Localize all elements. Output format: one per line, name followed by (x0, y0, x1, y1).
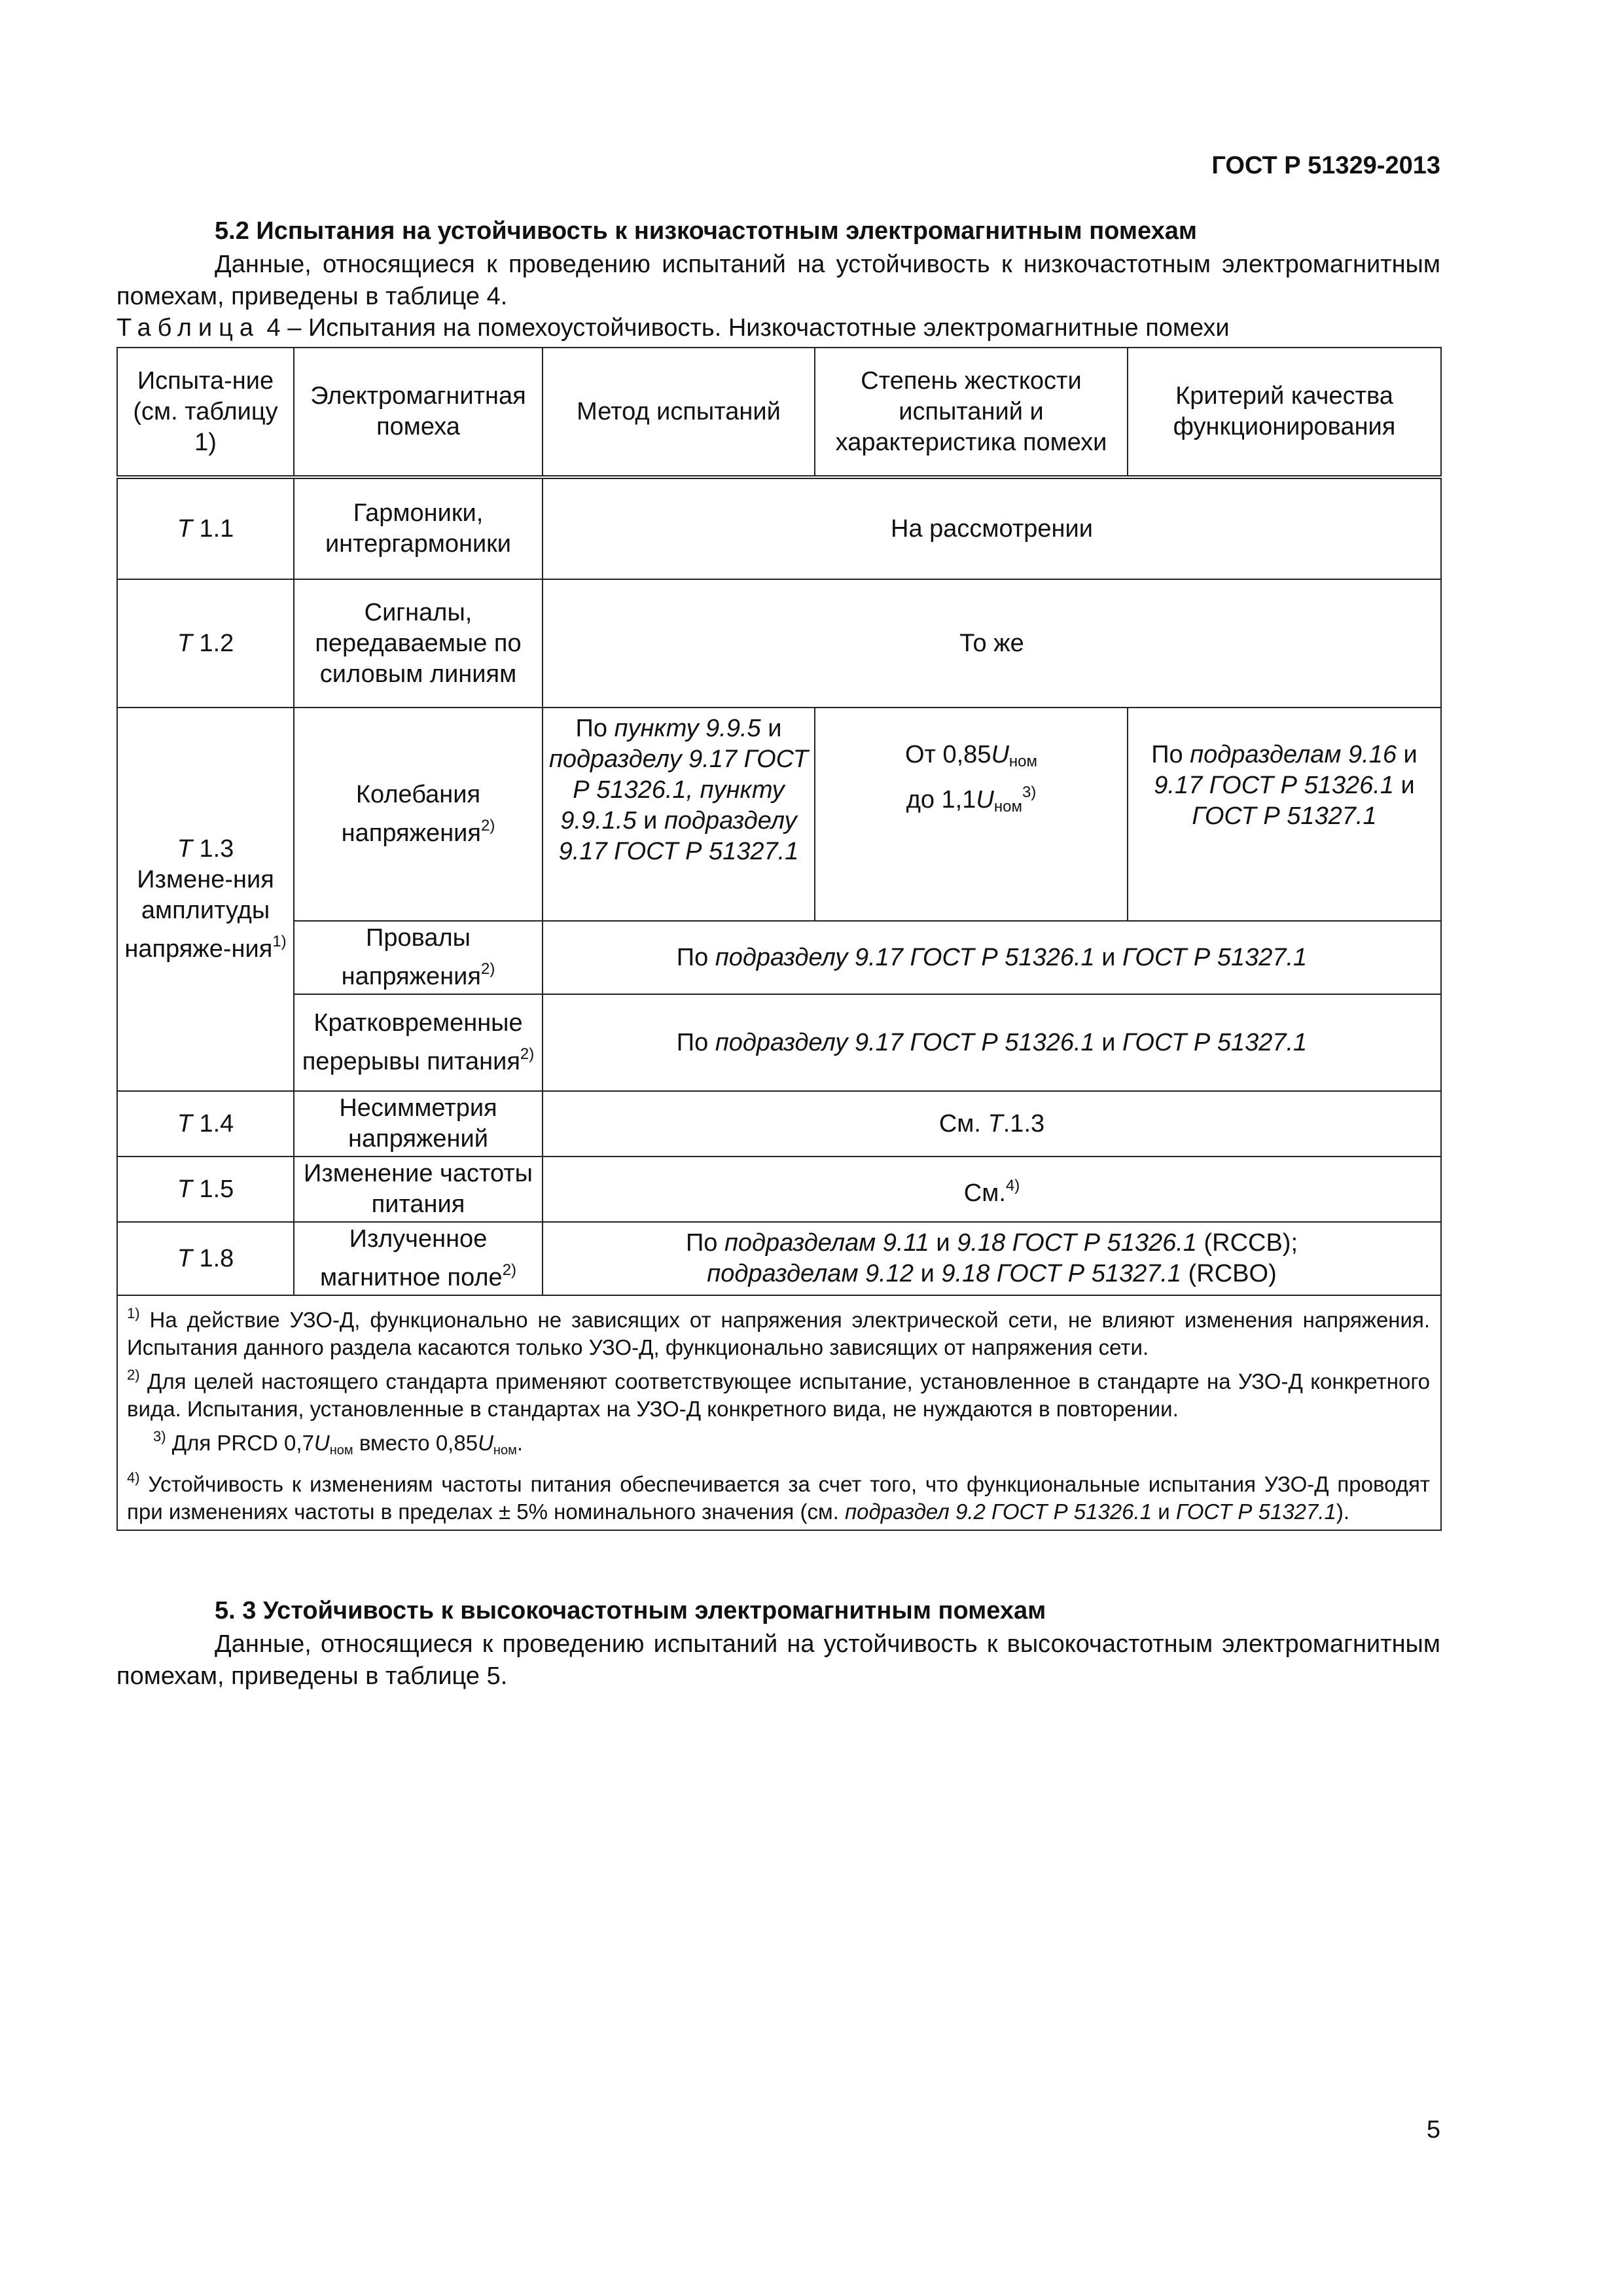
cell-merged: По подразделам 9.11 и 9.18 ГОСТ Р 51326.1 (RCCB); подразделам 9.12 и 9.18 ГОСТ Р 51327.1 (RCBO) (543, 1222, 1441, 1295)
cell-merged: По подразделу 9.17 ГОСТ Р 51326.1 и ГОСТ Р 51327.1 (543, 994, 1441, 1091)
section-5-2-intro-text: Данные, относящиеся к проведению испытаний на устойчивость к низкочастотным электромагнитным помехам, приведены в таблице 4. (116, 251, 1440, 310)
footnote-4: $^{4)}$ Устойчивость к изменениям частоты питания обеспечивается за счет того, что функциональные испытания УЗО-Д проводят при изменениях частоты в пределах ± 5% номинального значения (см. подраздел 9.2 ГОСТ Р 51326.1 и ГОСТ Р 51327.1). (127, 1469, 1430, 1524)
table-4 (116, 347, 1442, 1531)
cell-emi: Колебания напряжения$^{2)}$ (294, 708, 543, 921)
cell-merged: По подразделу 9.17 ГОСТ Р 51326.1 и ГОСТ Р 51327.1 (543, 921, 1441, 994)
cell-emi: Излученное магнитное поле$^{2)}$ (294, 1222, 543, 1295)
footnote-1: $^{1)}$ На действие УЗО-Д, функционально не зависящих от напряжения электрической сети, не влияют изменения напряжения. Испытания данного раздела касаются только УЗО-Д, функционально зависящих от напряжения сети. (127, 1305, 1430, 1359)
cell-emi: Несимметрия напряжений (294, 1091, 543, 1157)
section-5-3-intro-text: Данные, относящиеся к проведению испытаний на устойчивость к высокочастотным электромагнитным помехам, приведены в таблице 5. (116, 1630, 1440, 1690)
table-row-t11 (117, 477, 1441, 579)
cell-emi: Провалы напряжения$^{2)}$ (294, 921, 543, 994)
table-row-t13-fluctuations (117, 708, 1441, 921)
header-method: Метод испытаний (543, 348, 815, 477)
section-5-3-intro (116, 1628, 1440, 1693)
cell-emi: Кратковременные перерывы питания$^{2)}$ (294, 994, 543, 1091)
table-caption-label: Таблица (116, 314, 260, 342)
standard-code-header: ГОСТ Р 51329-2013 (1211, 152, 1440, 179)
table-4-caption (116, 313, 1230, 343)
header-emi: Электромагнитная помеха (294, 348, 543, 477)
cell-emi: Изменение частоты питания (294, 1157, 543, 1222)
table-row-t18 (117, 1222, 1441, 1295)
header-test: Испыта-ние (см. таблицу 1) (117, 348, 294, 477)
table-row-t15 (117, 1157, 1441, 1222)
section-5-2-title: 5.2 Испытания на устойчивость к низкочастотным электромагнитным помехам (215, 217, 1197, 245)
cell-test-id: Т 1.4 (117, 1091, 294, 1157)
cell-emi: Гармоники, интергармоники (294, 477, 543, 579)
table-footnotes (117, 1295, 1441, 1530)
cell-severity: От $0,85U_{ном}$ до $1,1U_{ном}^{3)}$ (815, 708, 1128, 921)
footnote-3: $^{3)}$ Для PRCD $0,7U_{ном}$ вместо $0,85U_{ном}$. (153, 1428, 523, 1458)
table-notes-row (117, 1295, 1441, 1530)
page-number: 5 (1426, 2116, 1440, 2144)
cell-merged: См. Т.1.3 (543, 1091, 1441, 1157)
cell-test-id: Т 1.3 Измене-ния амплитуды напряже-ния$^{1)}$ (117, 708, 294, 1091)
cell-method: По пункту 9.9.5 и подразделу 9.17 ГОСТ Р 51326.1, пункту 9.9.1.5 и подразделу 9.17 ГОСТ Р 51327.1 (543, 708, 815, 921)
table-caption-text: 4 – Испытания на помехоустойчивость. Низкочастотные электромагнитные помехи (260, 314, 1230, 342)
table-row-t13-dips (117, 921, 1441, 994)
cell-test-id: Т 1.5 (117, 1157, 294, 1222)
footnote-2: $^{2)}$ Для целей настоящего стандарта применяют соответствующее испытание, установленное в стандарте на УЗО-Д конкретного вида. Испытания, установленные в стандартах на УЗО-Д конкретного вида, не нуждаются в повторении. (127, 1367, 1430, 1421)
cell-merged: То же (543, 579, 1441, 708)
cell-emi: Сигналы, передаваемые по силовым линиям (294, 579, 543, 708)
table-row-t12 (117, 579, 1441, 708)
cell-merged: На рассмотрении (543, 477, 1441, 579)
header-criterion: Критерий качества функционирования (1128, 348, 1441, 477)
table-header-row (117, 348, 1441, 477)
header-severity: Степень жесткости испытаний и характеристика помехи (815, 348, 1128, 477)
cell-criterion: По подразделам 9.16 и 9.17 ГОСТ Р 51326.1 и ГОСТ Р 51327.1 (1128, 708, 1441, 921)
table-row-t14 (117, 1091, 1441, 1157)
cell-test-id: Т 1.2 (117, 579, 294, 708)
section-5-2-intro (116, 249, 1440, 313)
cell-merged: См.$^{4)}$ (543, 1157, 1441, 1222)
table-row-t13-interruptions (117, 994, 1441, 1091)
cell-test-id: Т 1.1 (117, 477, 294, 579)
section-5-3-title: 5. 3 Устойчивость к высокочастотным электромагнитным помехам (215, 1597, 1046, 1624)
cell-test-id: Т 1.8 (117, 1222, 294, 1295)
